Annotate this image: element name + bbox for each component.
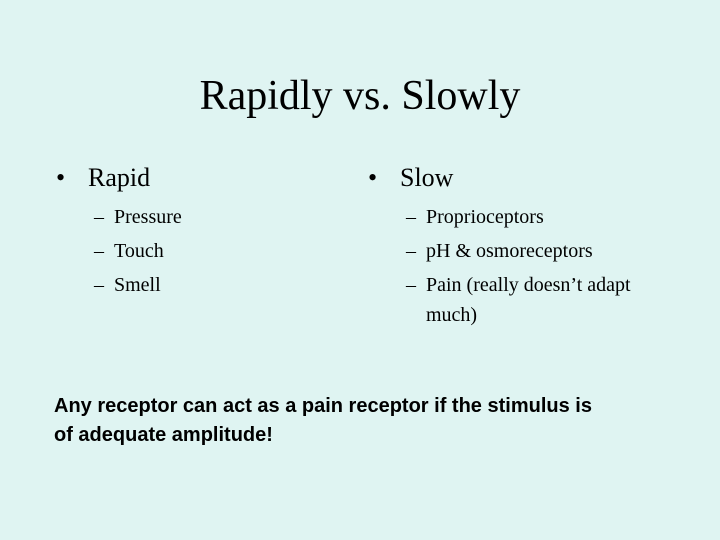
list-item-pressure xyxy=(94,200,356,234)
rapid-column xyxy=(56,158,356,302)
dash-icon: – xyxy=(94,240,104,262)
bullet-slow xyxy=(368,158,688,198)
list-item-label: Pressure xyxy=(114,206,182,228)
slow-column xyxy=(368,158,688,330)
list-item-label: Touch xyxy=(114,240,164,262)
list-item-ph-osmoreceptors xyxy=(406,234,688,268)
list-item-label: Smell xyxy=(114,274,161,296)
list-item-touch xyxy=(94,234,356,268)
bullet-dot-icon: • xyxy=(368,163,378,192)
dash-icon: – xyxy=(94,274,104,296)
dash-icon: – xyxy=(94,206,104,228)
list-item-pain xyxy=(406,270,688,330)
slow-list xyxy=(368,200,688,330)
note-text: Any receptor can act as a pain receptor if the stimulus is of adequate amplitude! xyxy=(54,395,592,446)
dash-icon: – xyxy=(406,274,416,296)
rapid-list xyxy=(56,200,356,302)
list-item-label: Proprioceptors xyxy=(426,206,544,228)
list-item-label: Pain (really doesn’t adapt much) xyxy=(426,274,631,326)
list-item-proprioceptors xyxy=(406,200,688,234)
slow-heading: Slow xyxy=(400,163,454,192)
slide-title: Rapidly vs. Slowly xyxy=(199,73,521,119)
rapid-heading: Rapid xyxy=(88,163,151,192)
dash-icon: – xyxy=(406,240,416,262)
bullet-dot-icon: • xyxy=(56,163,66,192)
list-item-label: pH & osmoreceptors xyxy=(426,240,593,262)
list-item-smell xyxy=(94,268,356,302)
dash-icon: – xyxy=(406,206,416,228)
bullet-rapid xyxy=(56,158,356,198)
